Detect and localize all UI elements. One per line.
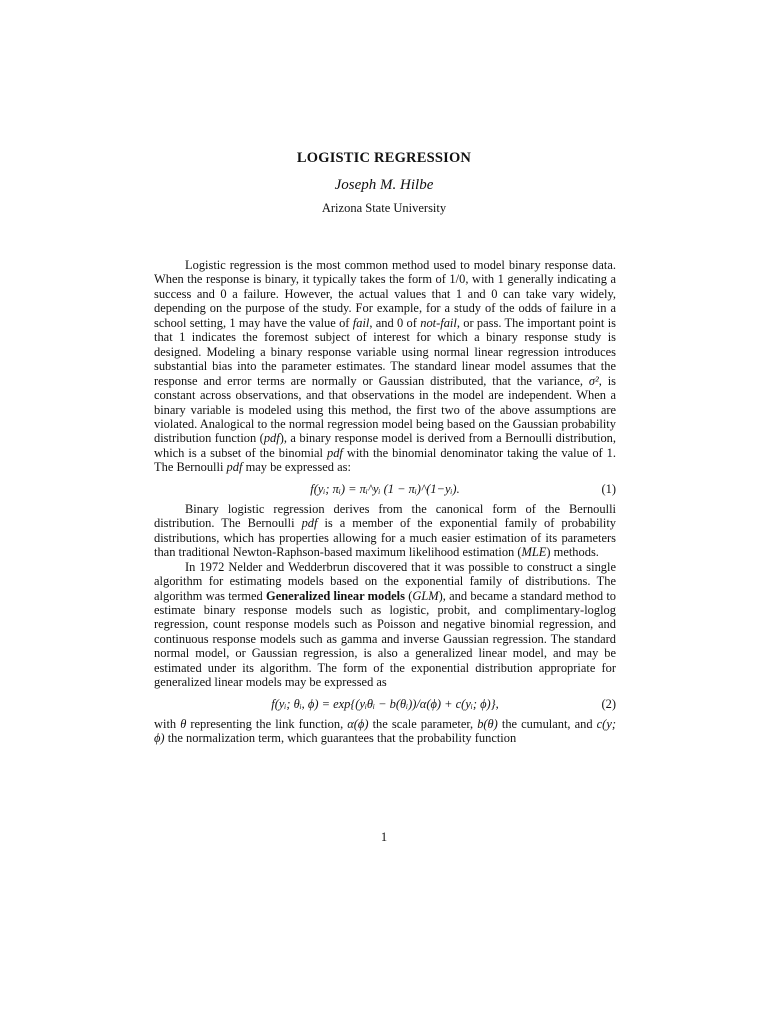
italic-term: pdf <box>326 445 343 460</box>
paragraph-text: , or pass. The important point is that 1 indicates the foremost subject of interest for which a binary response study is designed. Modeling a binary response variable using normal linear regression introduces substantial bias into the parameter estimates. The standard linear model assumes that the response and error terms are normally or Gaussian distributed, that the variance, <box>154 315 616 388</box>
paragraph-text: Binary logistic regression derives from the canonical form of the Bernoulli distribution. The Bernoulli <box>154 501 616 531</box>
paragraph-text: , is constant across observations, and that observations in the model are independent. When a binary variable is modeled using this method, the first two of the above assumptions are violated. Analogical to the normal regression model being based on the Gaussian probability distribution function ( <box>154 373 617 446</box>
math-inline: c(y; ϕ) <box>154 716 616 746</box>
paragraph-text: the scale parameter, <box>368 716 478 731</box>
equation-formula: f(yᵢ; θᵢ, ϕ) = exp{(yᵢθᵢ − b(θᵢ))/α(ϕ) + c(yᵢ; ϕ)}, <box>271 696 499 711</box>
paragraph-text: the normalization term, which guarantees that the probability function <box>164 731 517 746</box>
page-number: 1 <box>380 830 388 844</box>
paragraph-text: ), and became a standard method to estimate binary response models such as logistic, probit, and complimentary-loglog regression, count response models such as Poisson and negative binomial regression, and continuous response models such as gamma and inverse Gaussian regression. The standard normal model, or Gaussian regression, is also a generalized linear model, and may be estimated under its algorithm. The form of the exponential distribution appropriate for generalized linear models may be expressed as <box>154 588 616 690</box>
math-inline: σ² <box>588 373 599 388</box>
paragraph-text: ) methods. <box>546 545 599 560</box>
equation-1 <box>154 480 616 499</box>
paragraph-intro <box>154 258 616 475</box>
equation-number: (2) <box>601 696 616 711</box>
paragraph-text: is a member of the exponential family of probability distributions, which has properties allowing for a much easier estimation of its parameters than traditional Newton-Raphson-based maximum likelihood estimation ( <box>154 516 616 560</box>
paragraph-text: Logistic regression is the most common method used to model binary response data. When the response is binary, it typically takes the form of 1/0, with 1 generally indicating a success and 0 a failure. However, the actual values that 1 and 0 can take vary widely, depending on the purpose of the study. For example, for a study of the odds of failure in a school setting, 1 may have the value of <box>154 258 616 330</box>
paragraph-text: , and 0 of <box>369 315 421 330</box>
paragraph-text: may be expressed as: <box>242 460 351 475</box>
paragraph-text: with the binomial denominator taking the value of 1. The Bernoulli <box>154 445 617 475</box>
paragraph-canonical <box>154 502 616 560</box>
italic-term: not-fail <box>420 315 457 330</box>
paragraph-glm <box>154 560 616 690</box>
math-inline: b(θ) <box>477 716 498 731</box>
math-inline: θ <box>180 716 187 731</box>
paragraph-text: representing the link function, <box>186 716 348 731</box>
paragraph-text: In 1972 Nelder and Wedderbrun discovered that it was possible to construct a single algorithm for estimating models based on the exponential family of distributions. The algorithm was termed <box>154 559 616 603</box>
paragraph-text: ( <box>404 588 413 603</box>
math-inline: α(ϕ) <box>347 716 369 731</box>
paper-body <box>154 258 616 746</box>
italic-term: pdf <box>226 460 243 475</box>
author-affiliation: Arizona State University <box>321 201 447 215</box>
paragraph-text: ), a binary response model is derived from a Bernoulli distribution, which is a subset of the binomial <box>154 431 616 460</box>
paragraph-link-function <box>154 717 616 746</box>
equation-2 <box>154 695 616 714</box>
paper-title: LOGISTIC REGRESSION <box>296 150 472 166</box>
math-inline: MLE <box>521 545 547 560</box>
bold-term: Generalized linear models <box>266 588 405 603</box>
paragraph-text: with <box>154 716 181 731</box>
equation-formula: f(yᵢ; πᵢ) = πᵢ^yᵢ (1 − πᵢ)^(1−yᵢ). <box>310 481 460 496</box>
equation-number: (1) <box>601 481 616 496</box>
italic-term: fail <box>352 315 370 330</box>
italic-term: pdf <box>263 431 280 446</box>
italic-term: pdf <box>301 516 318 531</box>
author-name: Joseph M. Hilbe <box>334 177 434 193</box>
paragraph-text: the cumulant, and <box>497 716 597 731</box>
math-inline: GLM <box>412 588 439 603</box>
